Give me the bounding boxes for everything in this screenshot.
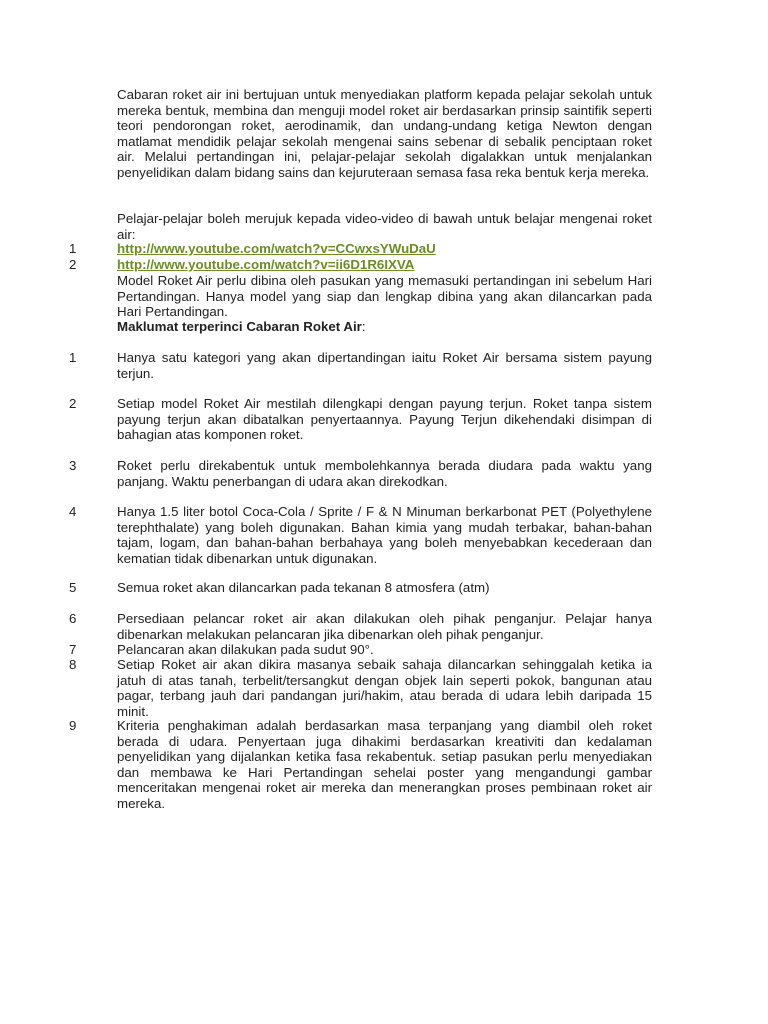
details-heading-text: Maklumat terperinci Cabaran Roket Air (117, 319, 362, 334)
video-link-item (117, 241, 652, 257)
link-number: 2 (69, 257, 77, 272)
rule-text: Kriteria penghakiman adalah berdasarkan masa terpanjang yang diambil oleh roket berada di udara. Penyertaan juga dihakimi berdasarkan kreativiti dan kedalaman penyelidikan yang dijalankan ketika fasa rekabentuk. setiap pasukan perlu menyediakan dan membawa ke Hari Pertandingan sehelai poster yang mengandungi gambar menceritakan mengenai roket air mereka dan menerangkan proses pembinaan roket air mereka. (117, 718, 652, 811)
rule-number: 1 (69, 350, 77, 365)
video-reference-paragraph: Pelajar-pelajar boleh merujuk kepada video-video di bawah untuk belajar mengenai roket air: (117, 211, 652, 242)
model-note-paragraph: Model Roket Air perlu dibina oleh pasukan yang memasuki pertandingan ini sebelum Hari Pertandingan. Hanya model yang siap dan lengkap dibina yang akan dilancarkan pada Hari Pertandingan. (117, 273, 652, 319)
video-link-2[interactable]: http://www.youtube.com/watch?v=ii6D1R6IXVA (117, 257, 415, 272)
rule-text: Setiap Roket air akan dikira masanya sebaik sahaja dilancarkan sehinggalah ketika ia jatuh di atas tanah, terbelit/tersangkut dengan objek lain seperti pokok, bangunan atau pagar, terbang jauh dari pandangan juri/hakim, atau berada di udara lebih daripada 15 minit. (117, 657, 652, 719)
rule-number: 2 (69, 396, 77, 411)
rule-number: 5 (69, 580, 77, 595)
rule-text: Hanya 1.5 liter botol Coca-Cola / Sprite / F & N Minuman berkarbonat PET (Polyethylene terephthalate) yang boleh digunakan. Bahan kimia yang mudah terbakar, bahan-bahan tajam, logam, dan bahan-bahan berbahaya yang boleh menyebabkan kecederaan dan kematian tidak dibenarkan untuk digunakan. (117, 504, 652, 566)
rule-number: 3 (69, 458, 77, 473)
rule-text: Roket perlu direkabentuk untuk membolehkannya berada diudara pada waktu yang panjang. Waktu penerbangan di udara akan direkodkan. (117, 458, 652, 489)
rule-number: 9 (69, 718, 77, 733)
rule-text: Persediaan pelancar roket air akan dilakukan oleh pihak penganjur. Pelajar hanya dibenarkan melakukan pelancaran jika dibenarkan oleh pihak penganjur. (117, 611, 652, 642)
rule-text: Pelancaran akan dilakukan pada sudut 90°. (117, 642, 374, 657)
details-heading (117, 319, 652, 335)
video-link-1[interactable]: http://www.youtube.com/watch?v=CCwxsYWuDaU (117, 241, 436, 256)
intro-paragraph: Cabaran roket air ini bertujuan untuk menyediakan platform kepada pelajar sekolah untuk mereka bentuk, membina dan menguji model roket air berdasarkan prinsip saintifik seperti teori pendorongan roket, aerodinamik, dan undang-undang ketiga Newton dengan matlamat mendidik pelajar sekolah mengenai sains sebenar di sebalik penciptaan roket air. Melalui pertandingan ini, pelajar-pelajar sekolah digalakkan untuk menjalankan penyelidikan dalam bidang sains dan kejuruteraan semasa fasa reka bentuk kerja mereka. (117, 87, 652, 180)
video-link-item (117, 257, 652, 273)
rule-number: 4 (69, 504, 77, 519)
details-heading-colon: : (361, 319, 366, 334)
rule-number: 8 (69, 657, 77, 672)
rule-text: Hanya satu kategori yang akan dipertandingan iaitu Roket Air bersama sistem payung terjun. (117, 350, 652, 381)
rule-number: 6 (69, 611, 77, 626)
rule-text: Setiap model Roket Air mestilah dilengkapi dengan payung terjun. Roket tanpa sistem payung terjun akan dibatalkan penyertaannya. Payung Terjun dikehendaki disimpan di bahagian atas komponen roket. (117, 396, 652, 442)
rule-number: 7 (69, 642, 77, 657)
rule-text: Semua roket akan dilancarkan pada tekanan 8 atmosfera (atm) (117, 580, 490, 595)
link-number: 1 (69, 241, 77, 256)
